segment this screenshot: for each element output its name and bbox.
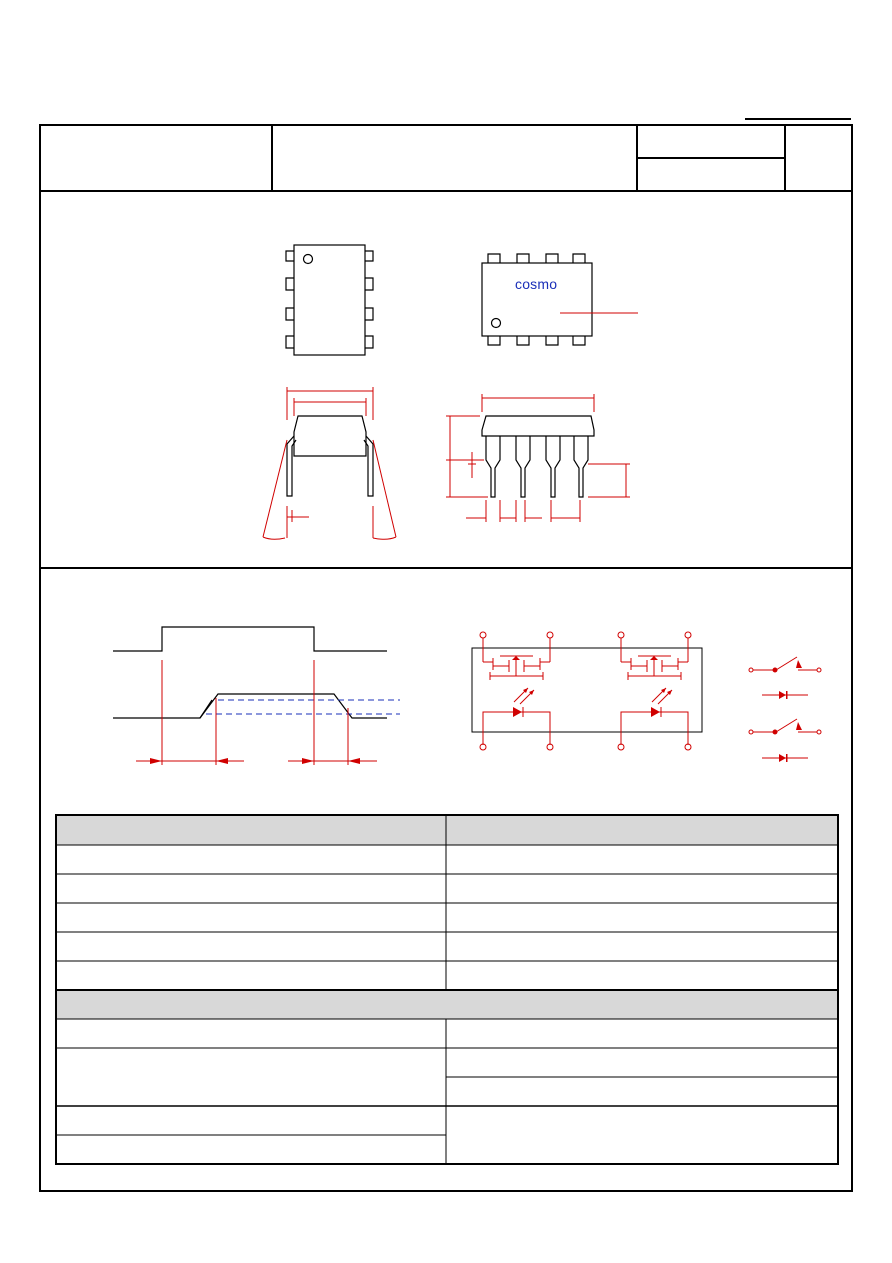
terminal-8 [480, 632, 486, 638]
timing-dashed-levels [206, 700, 400, 714]
switch-icon-2 [749, 719, 821, 734]
front-lead-2 [516, 436, 530, 497]
bottom-pin-1 [488, 336, 500, 345]
timing-waveform [113, 627, 387, 718]
diode-icon-2 [651, 707, 660, 717]
front-view-dimensions [446, 394, 630, 522]
top-pin-4 [573, 254, 585, 263]
bottom-pin-4 [573, 336, 585, 345]
top-pin-2 [517, 254, 529, 263]
pin-6 [365, 308, 373, 320]
pin-7 [365, 278, 373, 290]
front-lead-4 [574, 436, 588, 497]
end-view-left-lead [287, 436, 296, 496]
pin-4 [286, 336, 294, 348]
pin1-circle-icon [304, 255, 313, 264]
led-1-loop [483, 712, 550, 745]
pin-5 [365, 336, 373, 348]
terminal-6 [618, 632, 624, 638]
table-header-fill [56, 815, 838, 845]
marking-body-outline [482, 263, 592, 336]
end-view-right-lead [364, 436, 373, 496]
switch-symbol-fills [779, 660, 802, 762]
diode-icon-1 [513, 707, 522, 717]
bottom-pin-3 [546, 336, 558, 345]
circuit-red-fills [512, 656, 672, 717]
pin-2 [286, 278, 294, 290]
spec-table [56, 815, 838, 1164]
timing-markers [136, 660, 377, 765]
brand-logo: cosmo [515, 276, 558, 292]
front-lead-1 [486, 436, 500, 497]
circuit-package-outline [472, 648, 702, 732]
top-pin-3 [546, 254, 558, 263]
pin-8 [365, 251, 373, 261]
internal-circuit [472, 648, 702, 732]
top-pin-1 [488, 254, 500, 263]
terminal-7 [547, 632, 553, 638]
package-marking-view [482, 254, 592, 345]
pin-1 [286, 251, 294, 261]
package-front-view [482, 416, 594, 497]
package-top-view [286, 245, 373, 355]
pin-3 [286, 308, 294, 320]
front-view-body [482, 416, 594, 436]
front-lead-3 [546, 436, 560, 497]
input-waveform [113, 627, 387, 651]
terminal-5 [685, 632, 691, 638]
end-view-body [294, 416, 366, 456]
bottom-pin-2 [517, 336, 529, 345]
pin1-circle-icon-marking [492, 319, 501, 328]
led-2-loop [621, 712, 688, 745]
switch-icon-1 [749, 657, 821, 672]
end-view-dimensions [263, 387, 396, 539]
package-end-view [287, 416, 373, 496]
switch-symbols [749, 657, 821, 758]
table-subheader-fill [56, 990, 838, 1019]
